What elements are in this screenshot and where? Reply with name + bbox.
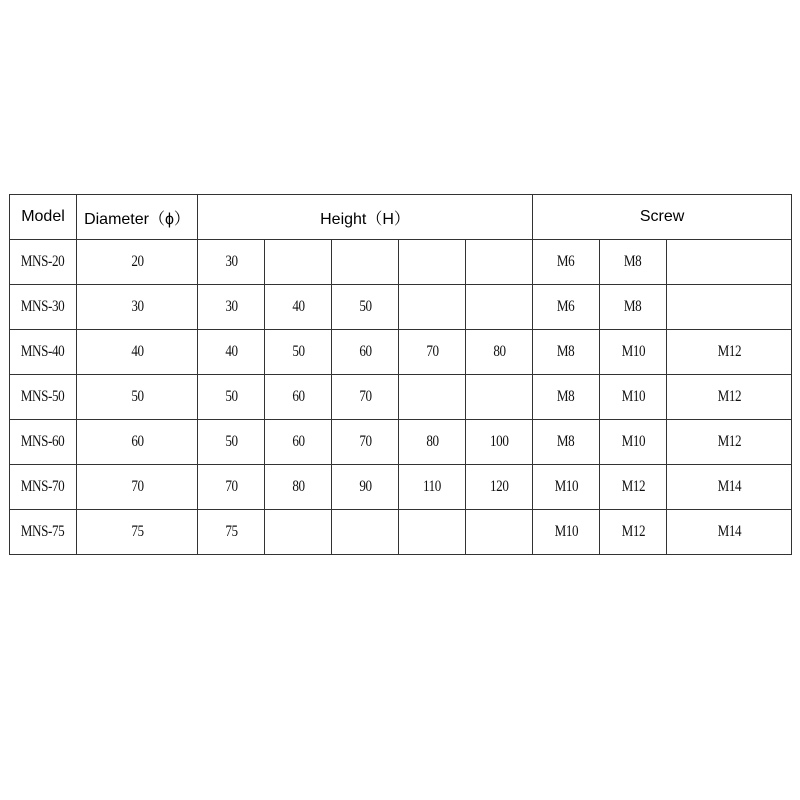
model-cell-text: MNS-50 [21,388,65,405]
height-cell [466,285,533,330]
height-cell [399,510,466,555]
screw-cell [600,240,667,285]
height-cell [399,285,466,330]
height-cell [198,330,265,375]
height-cell [466,420,533,465]
height-cell [466,375,533,420]
height-cell-text: 80 [425,433,439,450]
screw-cell-text: M10 [621,343,645,360]
screw-cell-text: M6 [557,253,575,270]
height-cell [332,465,399,510]
height-cell [265,510,332,555]
diameter-cell [77,420,198,465]
diameter-cell-text: 60 [130,433,144,450]
height-cell [265,330,332,375]
height-cell-text: 60 [291,433,305,450]
screw-cell-text: M8 [624,298,642,315]
height-cell [466,240,533,285]
height-cell [332,420,399,465]
height-cell [265,240,332,285]
screw-cell [600,465,667,510]
screw-cell-text: M8 [557,388,575,405]
model-cell-text: MNS-20 [21,253,65,270]
table-row [10,285,792,330]
screw-cell [667,240,792,285]
diameter-cell [77,510,198,555]
header-model: Model [10,195,77,240]
screw-cell-text: M10 [621,388,645,405]
height-cell [399,240,466,285]
header-row [10,195,792,240]
table-row [10,420,792,465]
height-cell [332,285,399,330]
screw-cell-text: M8 [557,343,575,360]
diameter-cell [77,375,198,420]
model-cell [10,375,77,420]
diameter-cell [77,240,198,285]
screw-cell [600,285,667,330]
height-cell-text: 30 [224,298,238,315]
height-cell-text: 50 [358,298,372,315]
table-row [10,375,792,420]
height-cell-text: 40 [224,343,238,360]
model-cell-text: MNS-70 [21,478,65,495]
screw-cell [667,420,792,465]
height-cell [332,510,399,555]
diameter-cell-text: 70 [130,478,144,495]
height-cell-text: 70 [358,433,372,450]
height-cell-text: 30 [224,253,238,270]
height-cell [332,375,399,420]
height-cell [466,330,533,375]
screw-cell [533,510,600,555]
screw-cell [533,420,600,465]
header-height: Height（H） [198,195,533,240]
height-cell [198,375,265,420]
height-cell [399,420,466,465]
header-screw: Screw [533,195,792,240]
screw-cell [667,285,792,330]
height-cell [265,465,332,510]
height-cell-text: 50 [224,388,238,405]
height-cell [332,330,399,375]
screw-cell [533,330,600,375]
height-cell [198,510,265,555]
model-cell-text: MNS-30 [21,298,65,315]
height-cell-text: 90 [358,478,372,495]
screw-cell-text: M12 [717,343,741,360]
height-cell [198,465,265,510]
model-cell [10,240,77,285]
screw-cell-text: M12 [717,388,741,405]
spec-table [9,194,792,555]
height-cell [466,465,533,510]
model-cell [10,420,77,465]
screw-cell [533,375,600,420]
height-cell-text: 75 [224,523,238,540]
diameter-cell-text: 30 [130,298,144,315]
table-row [10,330,792,375]
screw-cell-text: M10 [621,433,645,450]
height-cell-text: 120 [489,478,509,495]
height-cell [399,375,466,420]
height-cell-text: 60 [358,343,372,360]
model-cell [10,285,77,330]
diameter-cell-text: 20 [130,253,144,270]
height-cell [198,285,265,330]
table-row [10,240,792,285]
screw-cell-text: M10 [554,523,578,540]
height-cell-text: 50 [291,343,305,360]
height-cell-text: 60 [291,388,305,405]
model-cell [10,465,77,510]
screw-cell [667,510,792,555]
model-cell [10,330,77,375]
height-cell [198,240,265,285]
screw-cell [600,375,667,420]
diameter-cell [77,330,198,375]
height-cell [265,285,332,330]
screw-cell [600,420,667,465]
height-cell-text: 110 [423,478,441,495]
height-cell [399,330,466,375]
height-cell-text: 80 [492,343,506,360]
table-row [10,465,792,510]
height-cell [198,420,265,465]
screw-cell [533,240,600,285]
height-cell [466,510,533,555]
screw-cell-text: M6 [557,298,575,315]
screw-cell [533,465,600,510]
height-cell-text: 70 [358,388,372,405]
screw-cell [667,330,792,375]
screw-cell [667,375,792,420]
height-cell-text: 80 [291,478,305,495]
diameter-cell-text: 50 [130,388,144,405]
screw-cell-text: M14 [717,523,741,540]
height-cell-text: 70 [425,343,439,360]
screw-cell-text: M8 [557,433,575,450]
screw-cell-text: M14 [717,478,741,495]
height-cell-text: 100 [489,433,509,450]
height-cell [399,465,466,510]
model-cell-text: MNS-60 [21,433,65,450]
screw-cell [600,330,667,375]
height-cell [265,420,332,465]
diameter-cell [77,285,198,330]
screw-cell-text: M12 [621,478,645,495]
model-cell [10,510,77,555]
table-row [10,510,792,555]
screw-cell [533,285,600,330]
diameter-cell-text: 40 [130,343,144,360]
header-diameter: Diameter（ϕ） [77,195,198,240]
screw-cell-text: M12 [717,433,741,450]
screw-cell-text: M10 [554,478,578,495]
height-cell-text: 40 [291,298,305,315]
diameter-cell-text: 75 [130,523,144,540]
screw-cell-text: M8 [624,253,642,270]
height-cell [332,240,399,285]
diameter-cell [77,465,198,510]
height-cell-text: 70 [224,478,238,495]
height-cell [265,375,332,420]
screw-cell [667,465,792,510]
screw-cell [600,510,667,555]
model-cell-text: MNS-40 [21,343,65,360]
model-cell-text: MNS-75 [21,523,65,540]
height-cell-text: 50 [224,433,238,450]
screw-cell-text: M12 [621,523,645,540]
